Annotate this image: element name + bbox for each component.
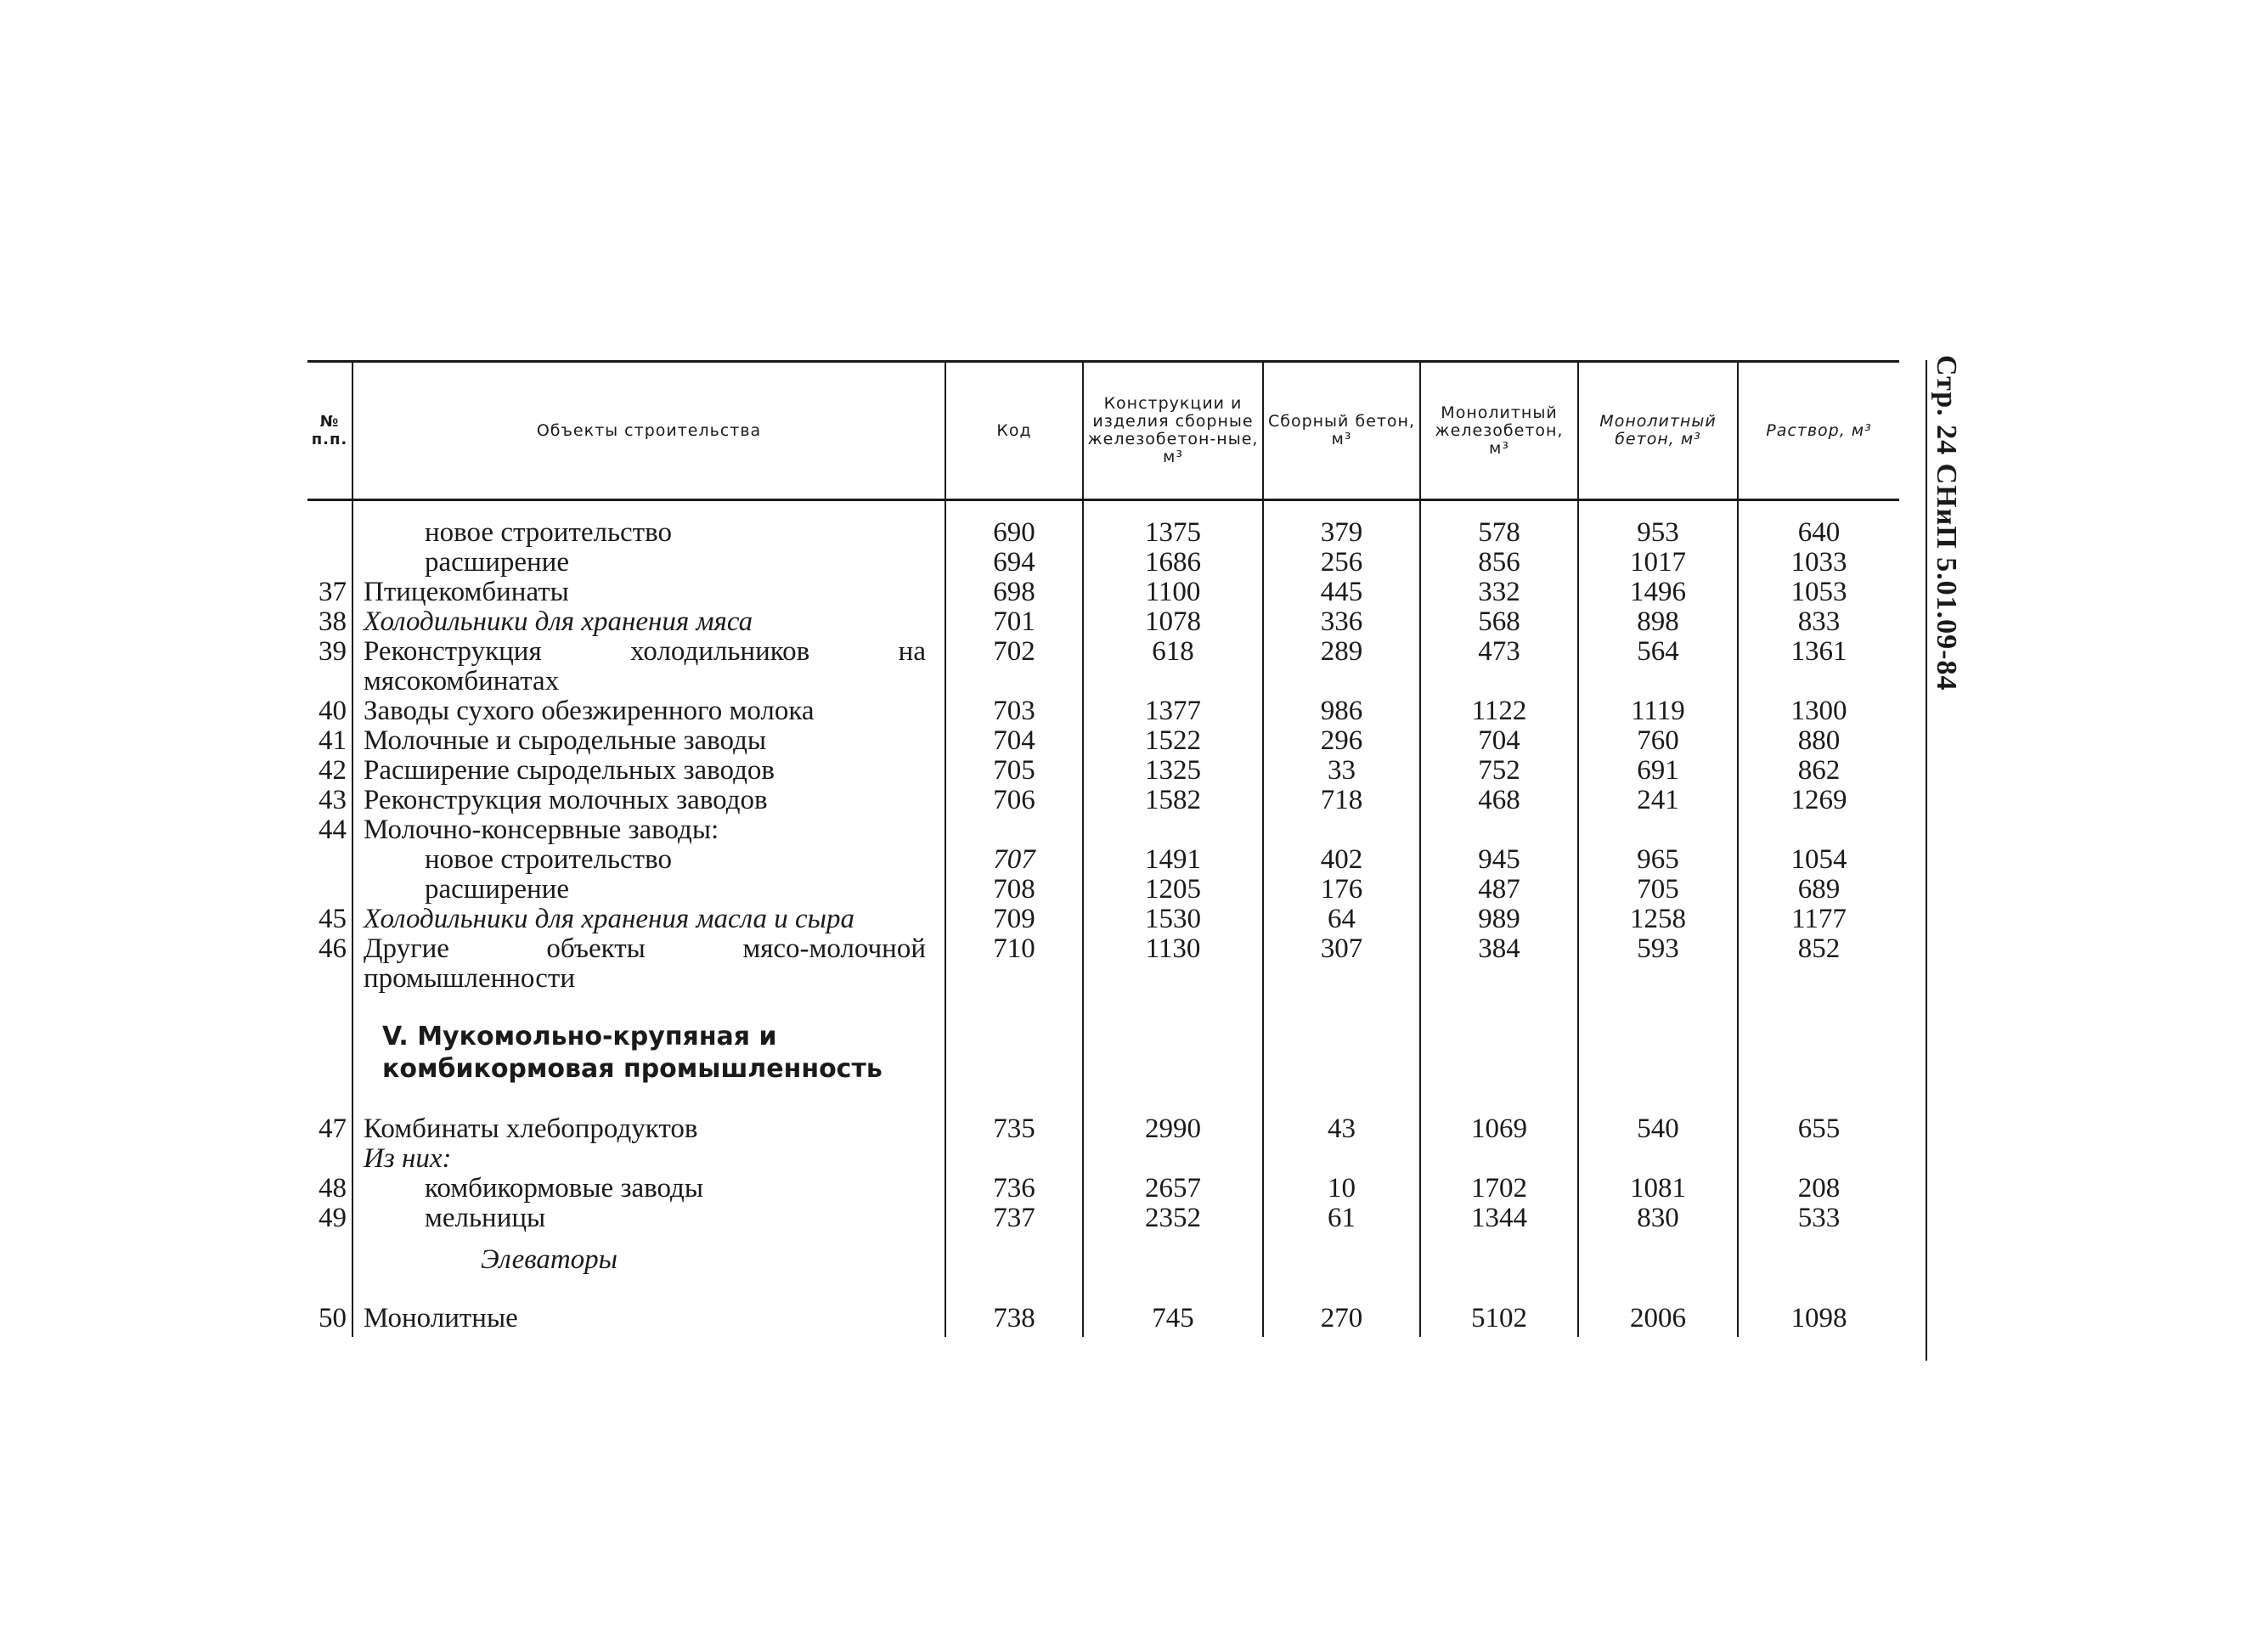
page-running-head [1927,355,1965,712]
row-precast-rc: 2352 [1083,1204,1263,1233]
row-code: 702 [945,637,1083,696]
row-mortar: 1053 [1738,578,1899,607]
row-precast-rc: 1375 [1083,500,1263,549]
row-code: 738 [945,1288,1083,1337]
row-precast-concrete: 256 [1263,548,1420,578]
table-row [307,1204,1899,1233]
row-monolithic-concrete: 1258 [1578,905,1738,934]
row-precast-rc: 1530 [1083,905,1263,934]
row-number [307,1144,352,1174]
row-precast-rc: 1078 [1083,607,1263,637]
row-precast-concrete: 43 [1263,1114,1420,1144]
row-mortar: 1177 [1738,905,1899,934]
row-object: Молочные и сыродельные заводы [352,726,945,756]
row-precast-rc: 1377 [1083,696,1263,726]
row-object: Молочно-консервные заводы: [352,815,945,845]
row-code: 707 [945,845,1083,875]
row-mortar: 862 [1738,756,1899,786]
row-mortar: 689 [1738,875,1899,905]
row-precast-rc: 1325 [1083,756,1263,786]
row-object: расширение [352,875,945,905]
row-mortar: 533 [1738,1204,1899,1233]
row-object: Монолитные [352,1288,945,1337]
row-monolithic-concrete: 1017 [1578,548,1738,578]
header-object: Объекты строительства [352,362,945,500]
row-precast-concrete [1263,815,1420,845]
row-number: 46 [319,933,347,964]
header-precast-concrete: Сборный бетон, м³ [1263,362,1420,500]
row-precast-concrete: 270 [1263,1288,1420,1337]
table-row [307,500,1899,549]
header-num: № п.п. [307,362,352,500]
row-monolithic-rc: 332 [1420,578,1578,607]
table-row [307,934,1899,994]
row-object: расширение [352,548,945,578]
row-object: Из них: [352,1144,945,1174]
row-precast-rc: 618 [1083,637,1263,696]
row-precast-rc: 1582 [1083,786,1263,815]
row-mortar: 1361 [1738,637,1899,696]
row-monolithic-rc: 1702 [1420,1174,1578,1204]
row-number: 45 [319,904,347,934]
row-precast-concrete: 64 [1263,905,1420,934]
row-precast-rc [1083,1144,1263,1174]
row-monolithic-rc: 384 [1420,934,1578,994]
row-monolithic-concrete: 1081 [1578,1174,1738,1204]
row-monolithic-concrete: 953 [1578,500,1738,549]
table-row [307,845,1899,875]
row-precast-rc: 2990 [1083,1114,1263,1144]
row-code: 735 [945,1114,1083,1144]
row-object: новое строительство [352,845,945,875]
row-object: Комбинаты хлебопродуктов [352,1114,945,1144]
table-row [307,756,1899,786]
row-precast-concrete: 307 [1263,934,1420,994]
row-object: комбикормовые заводы [352,1174,945,1204]
row-code: 701 [945,607,1083,637]
row-code: 709 [945,905,1083,934]
row-precast-rc: 1130 [1083,934,1263,994]
row-object: новое строительство [352,500,945,549]
row-number: 49 [319,1203,347,1233]
header-mortar: Раствор, м³ [1738,362,1899,500]
row-code [945,815,1083,845]
row-monolithic-concrete: 2006 [1578,1288,1738,1337]
row-monolithic-rc: 989 [1420,905,1578,934]
row-monolithic-concrete: 705 [1578,875,1738,905]
header-precast-rc: Конструкции и изделия сборные железобетон-ные, м³ [1083,362,1263,500]
row-number [307,500,352,549]
table-row [307,696,1899,726]
row-object: Холодильники для хранения мяса [352,607,945,637]
table-row [307,1174,1899,1204]
row-monolithic-rc: 473 [1420,637,1578,696]
row-object: Птицекомбинаты [352,578,945,607]
row-monolithic-concrete [1578,815,1738,845]
row-mortar: 208 [1738,1174,1899,1204]
table-row [307,1114,1899,1144]
row-code: 698 [945,578,1083,607]
row-code: 705 [945,756,1083,786]
row-monolithic-rc: 487 [1420,875,1578,905]
table-row [307,578,1899,607]
table-row [307,548,1899,578]
header-monolithic-rc: Монолитный железобетон, м³ [1420,362,1578,500]
row-monolithic-concrete: 760 [1578,726,1738,756]
table-body [307,500,1899,1338]
row-object: Реконструкция холодильников на мясокомбинатах [352,637,945,696]
row-precast-concrete: 33 [1263,756,1420,786]
row-mortar: 655 [1738,1114,1899,1144]
row-monolithic-rc: 856 [1420,548,1578,578]
row-precast-rc [1083,815,1263,845]
row-monolithic-rc [1420,1144,1578,1174]
row-precast-concrete: 445 [1263,578,1420,607]
row-code: 710 [945,934,1083,994]
row-precast-concrete: 289 [1263,637,1420,696]
row-monolithic-rc: 945 [1420,845,1578,875]
row-precast-rc: 1100 [1083,578,1263,607]
subheading: Элеваторы [352,1233,945,1288]
row-monolithic-rc [1420,815,1578,845]
row-object: Реконструкция молочных заводов [352,786,945,815]
row-precast-concrete: 336 [1263,607,1420,637]
row-monolithic-rc: 5102 [1420,1288,1578,1337]
row-precast-concrete: 61 [1263,1204,1420,1233]
row-monolithic-concrete: 830 [1578,1204,1738,1233]
row-number: 48 [319,1173,347,1204]
table-row [307,607,1899,637]
row-code: 704 [945,726,1083,756]
section-row [307,994,1899,1114]
row-number [307,845,352,875]
row-monolithic-concrete [1578,1144,1738,1174]
row-code: 708 [945,875,1083,905]
row-mortar: 1033 [1738,548,1899,578]
row-monolithic-rc: 1344 [1420,1204,1578,1233]
row-precast-concrete: 176 [1263,875,1420,905]
row-precast-concrete: 296 [1263,726,1420,756]
row-code [945,1144,1083,1174]
row-number: 40 [319,696,347,726]
row-object: Заводы сухого обезжиренного молока [352,696,945,726]
header-code: Код [945,362,1083,500]
row-mortar: 833 [1738,607,1899,637]
header-monolithic-concrete: Монолитный бетон, м³ [1578,362,1738,500]
row-mortar [1738,815,1899,845]
row-code: 694 [945,548,1083,578]
row-monolithic-rc: 752 [1420,756,1578,786]
row-precast-rc: 1205 [1083,875,1263,905]
row-monolithic-concrete: 1119 [1578,696,1738,726]
row-precast-rc: 1686 [1083,548,1263,578]
subheading-row [307,1233,1899,1288]
row-monolithic-rc: 704 [1420,726,1578,756]
row-precast-concrete: 379 [1263,500,1420,549]
row-monolithic-concrete: 540 [1578,1114,1738,1144]
row-code: 737 [945,1204,1083,1233]
row-monolithic-rc: 1069 [1420,1114,1578,1144]
table-row [307,726,1899,756]
row-monolithic-rc: 1122 [1420,696,1578,726]
row-monolithic-concrete: 241 [1578,786,1738,815]
row-mortar: 1269 [1738,786,1899,815]
row-mortar: 880 [1738,726,1899,756]
row-precast-rc: 2657 [1083,1174,1263,1204]
row-precast-concrete: 10 [1263,1174,1420,1204]
row-monolithic-concrete: 593 [1578,934,1738,994]
table-row [307,1144,1899,1174]
row-monolithic-concrete: 965 [1578,845,1738,875]
table-row [307,875,1899,905]
table-row [307,637,1899,696]
row-object: Расширение сыродельных заводов [352,756,945,786]
row-number: 39 [319,636,347,667]
row-number: 43 [319,785,347,815]
row-number [307,548,352,578]
row-object: Холодильники для хранения масла и сыра [352,905,945,934]
row-precast-rc: 1491 [1083,845,1263,875]
row-mortar: 1098 [1738,1288,1899,1337]
row-number: 47 [319,1114,347,1144]
row-number: 41 [319,725,347,756]
table-row [307,815,1899,845]
row-number: 42 [319,755,347,786]
row-code: 706 [945,786,1083,815]
row-number: 38 [319,606,347,637]
row-monolithic-rc: 468 [1420,786,1578,815]
table-row [307,786,1899,815]
row-monolithic-rc: 568 [1420,607,1578,637]
section-heading: V. Мукомольно-крупяная и комбикормовая промышленность [352,994,945,1114]
row-precast-rc: 745 [1083,1288,1263,1337]
row-precast-rc: 1522 [1083,726,1263,756]
row-mortar [1738,1144,1899,1174]
row-object: мельницы [352,1204,945,1233]
row-code: 736 [945,1174,1083,1204]
row-number [307,875,352,905]
row-monolithic-concrete: 1496 [1578,578,1738,607]
row-mortar: 1300 [1738,696,1899,726]
page-running-head-text: Стр. 24 СНиП 5.01.09-84 [1931,355,1962,691]
table-row [307,905,1899,934]
row-code: 703 [945,696,1083,726]
row-code: 690 [945,500,1083,549]
row-number: 44 [319,815,347,845]
row-number: 37 [319,577,347,607]
row-monolithic-rc: 578 [1420,500,1578,549]
row-monolithic-concrete: 898 [1578,607,1738,637]
row-mortar: 640 [1738,500,1899,549]
row-monolithic-concrete: 691 [1578,756,1738,786]
row-precast-concrete [1263,1144,1420,1174]
row-monolithic-concrete: 564 [1578,637,1738,696]
row-mortar: 1054 [1738,845,1899,875]
row-precast-concrete: 718 [1263,786,1420,815]
row-number: 50 [319,1303,347,1333]
materials-table [307,360,1899,1337]
row-precast-concrete: 402 [1263,845,1420,875]
row-precast-concrete: 986 [1263,696,1420,726]
row-object: Другие объекты мясо-молочной промышленности [352,934,945,994]
table-row [307,1288,1899,1337]
table-header [307,362,1899,500]
row-mortar: 852 [1738,934,1899,994]
